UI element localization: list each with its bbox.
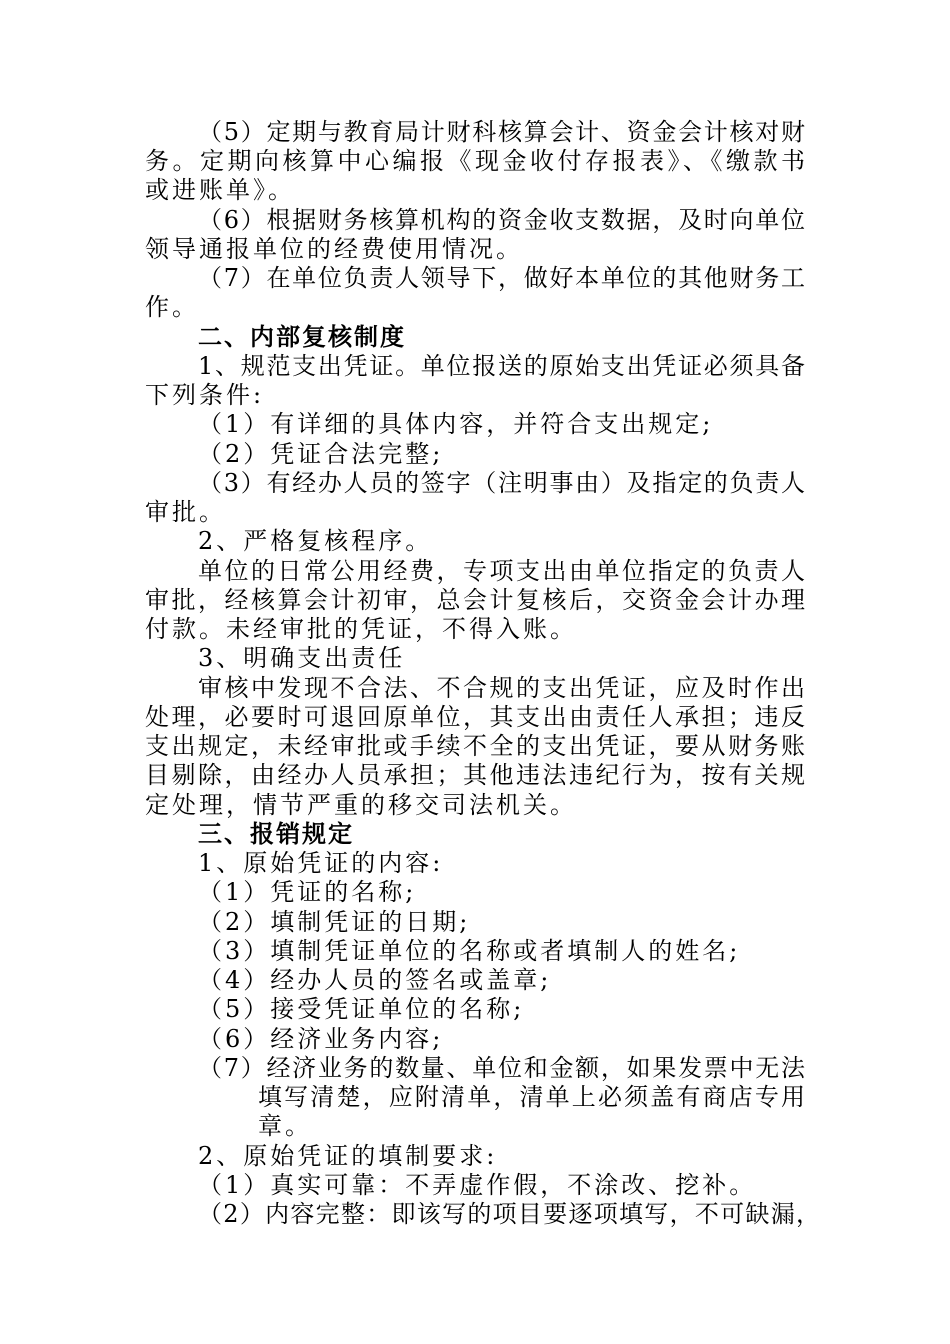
paragraph-line: 2、原始凭证的填制要求: bbox=[198, 1142, 498, 1170]
list-item: （1）真实可靠：不弄虚作假，不涂改、挖补。 bbox=[198, 1171, 757, 1199]
list-item: （2）内容完整：即该写的项目要逐项填写，不可缺漏， bbox=[198, 1200, 820, 1228]
list-item: （3）填制凭证单位的名称或者填制人的姓名; bbox=[198, 937, 741, 965]
paragraph-line: 作。 bbox=[145, 293, 199, 321]
list-item: （7）经济业务的数量、单位和金额，如果发票中无法 bbox=[198, 1054, 805, 1082]
paragraph-line: 目剔除，由经办人员承担；其他违法违纪行为，按有关规 bbox=[145, 761, 805, 789]
list-item: （3）有经办人员的签字（注明事由）及指定的负责人 bbox=[198, 469, 805, 497]
list-item: （5）接受凭证单位的名称; bbox=[198, 995, 525, 1023]
paragraph-line: 2、严格复核程序。 bbox=[198, 527, 433, 555]
paragraph-line: 支出规定，未经审批或手续不全的支出凭证，要从财务账 bbox=[145, 732, 805, 760]
list-item-continuation: 章。 bbox=[258, 1112, 312, 1140]
list-item: （1）凭证的名称; bbox=[198, 878, 417, 906]
list-item: （2）凭证合法完整; bbox=[198, 440, 444, 468]
paragraph-line: 1、规范支出凭证。单位报送的原始支出凭证必须具备 bbox=[198, 352, 805, 380]
paragraph-line: 审批，经核算会计初审，总会计复核后，交资金会计办理 bbox=[145, 586, 805, 614]
section-heading: 三、报销规定 bbox=[198, 820, 354, 848]
list-item-continuation: 填写清楚，应附清单，清单上必须盖有商店专用 bbox=[258, 1083, 805, 1111]
paragraph-line: 3、明确支出责任 bbox=[198, 644, 406, 672]
list-item: （4）经办人员的签名或盖章; bbox=[198, 966, 552, 994]
paragraph-line: 付款。未经审批的凭证，不得入账。 bbox=[145, 615, 577, 643]
list-item: （2）填制凭证的日期; bbox=[198, 908, 471, 936]
section-heading: 二、内部复核制度 bbox=[198, 323, 406, 351]
paragraph-line: 务。定期向核算中心编报《现金收付存报表》、《缴款书 bbox=[145, 147, 805, 175]
paragraph-line: 审核中发现不合法、不合规的支出凭证，应及时作出 bbox=[198, 674, 805, 702]
paragraph-line: 定处理，情节严重的移交司法机关。 bbox=[145, 791, 577, 819]
paragraph-line: 处理，必要时可退回原单位，其支出由责任人承担；违反 bbox=[145, 703, 805, 731]
paragraph-line: （7）在单位负责人领导下，做好本单位的其他财务工 bbox=[198, 264, 805, 292]
paragraph-line: 下列条件: bbox=[145, 381, 265, 409]
paragraph-line: 或进账单》。 bbox=[145, 176, 295, 204]
paragraph-line: 审批。 bbox=[145, 498, 226, 526]
paragraph-line: 单位的日常公用经费，专项支出由单位指定的负责人 bbox=[198, 557, 805, 585]
paragraph-line: 领导通报单位的经费使用情况。 bbox=[145, 235, 523, 263]
paragraph-line: （5）定期与教育局计财科核算会计、资金会计核对财 bbox=[198, 118, 805, 146]
list-item: （6）经济业务内容; bbox=[198, 1025, 444, 1053]
list-item: （1）有详细的具体内容，并符合支出规定; bbox=[198, 410, 714, 438]
paragraph-line: 1、原始凭证的内容: bbox=[198, 849, 444, 877]
paragraph-line: （6）根据财务核算机构的资金收支数据，及时向单位 bbox=[198, 206, 805, 234]
